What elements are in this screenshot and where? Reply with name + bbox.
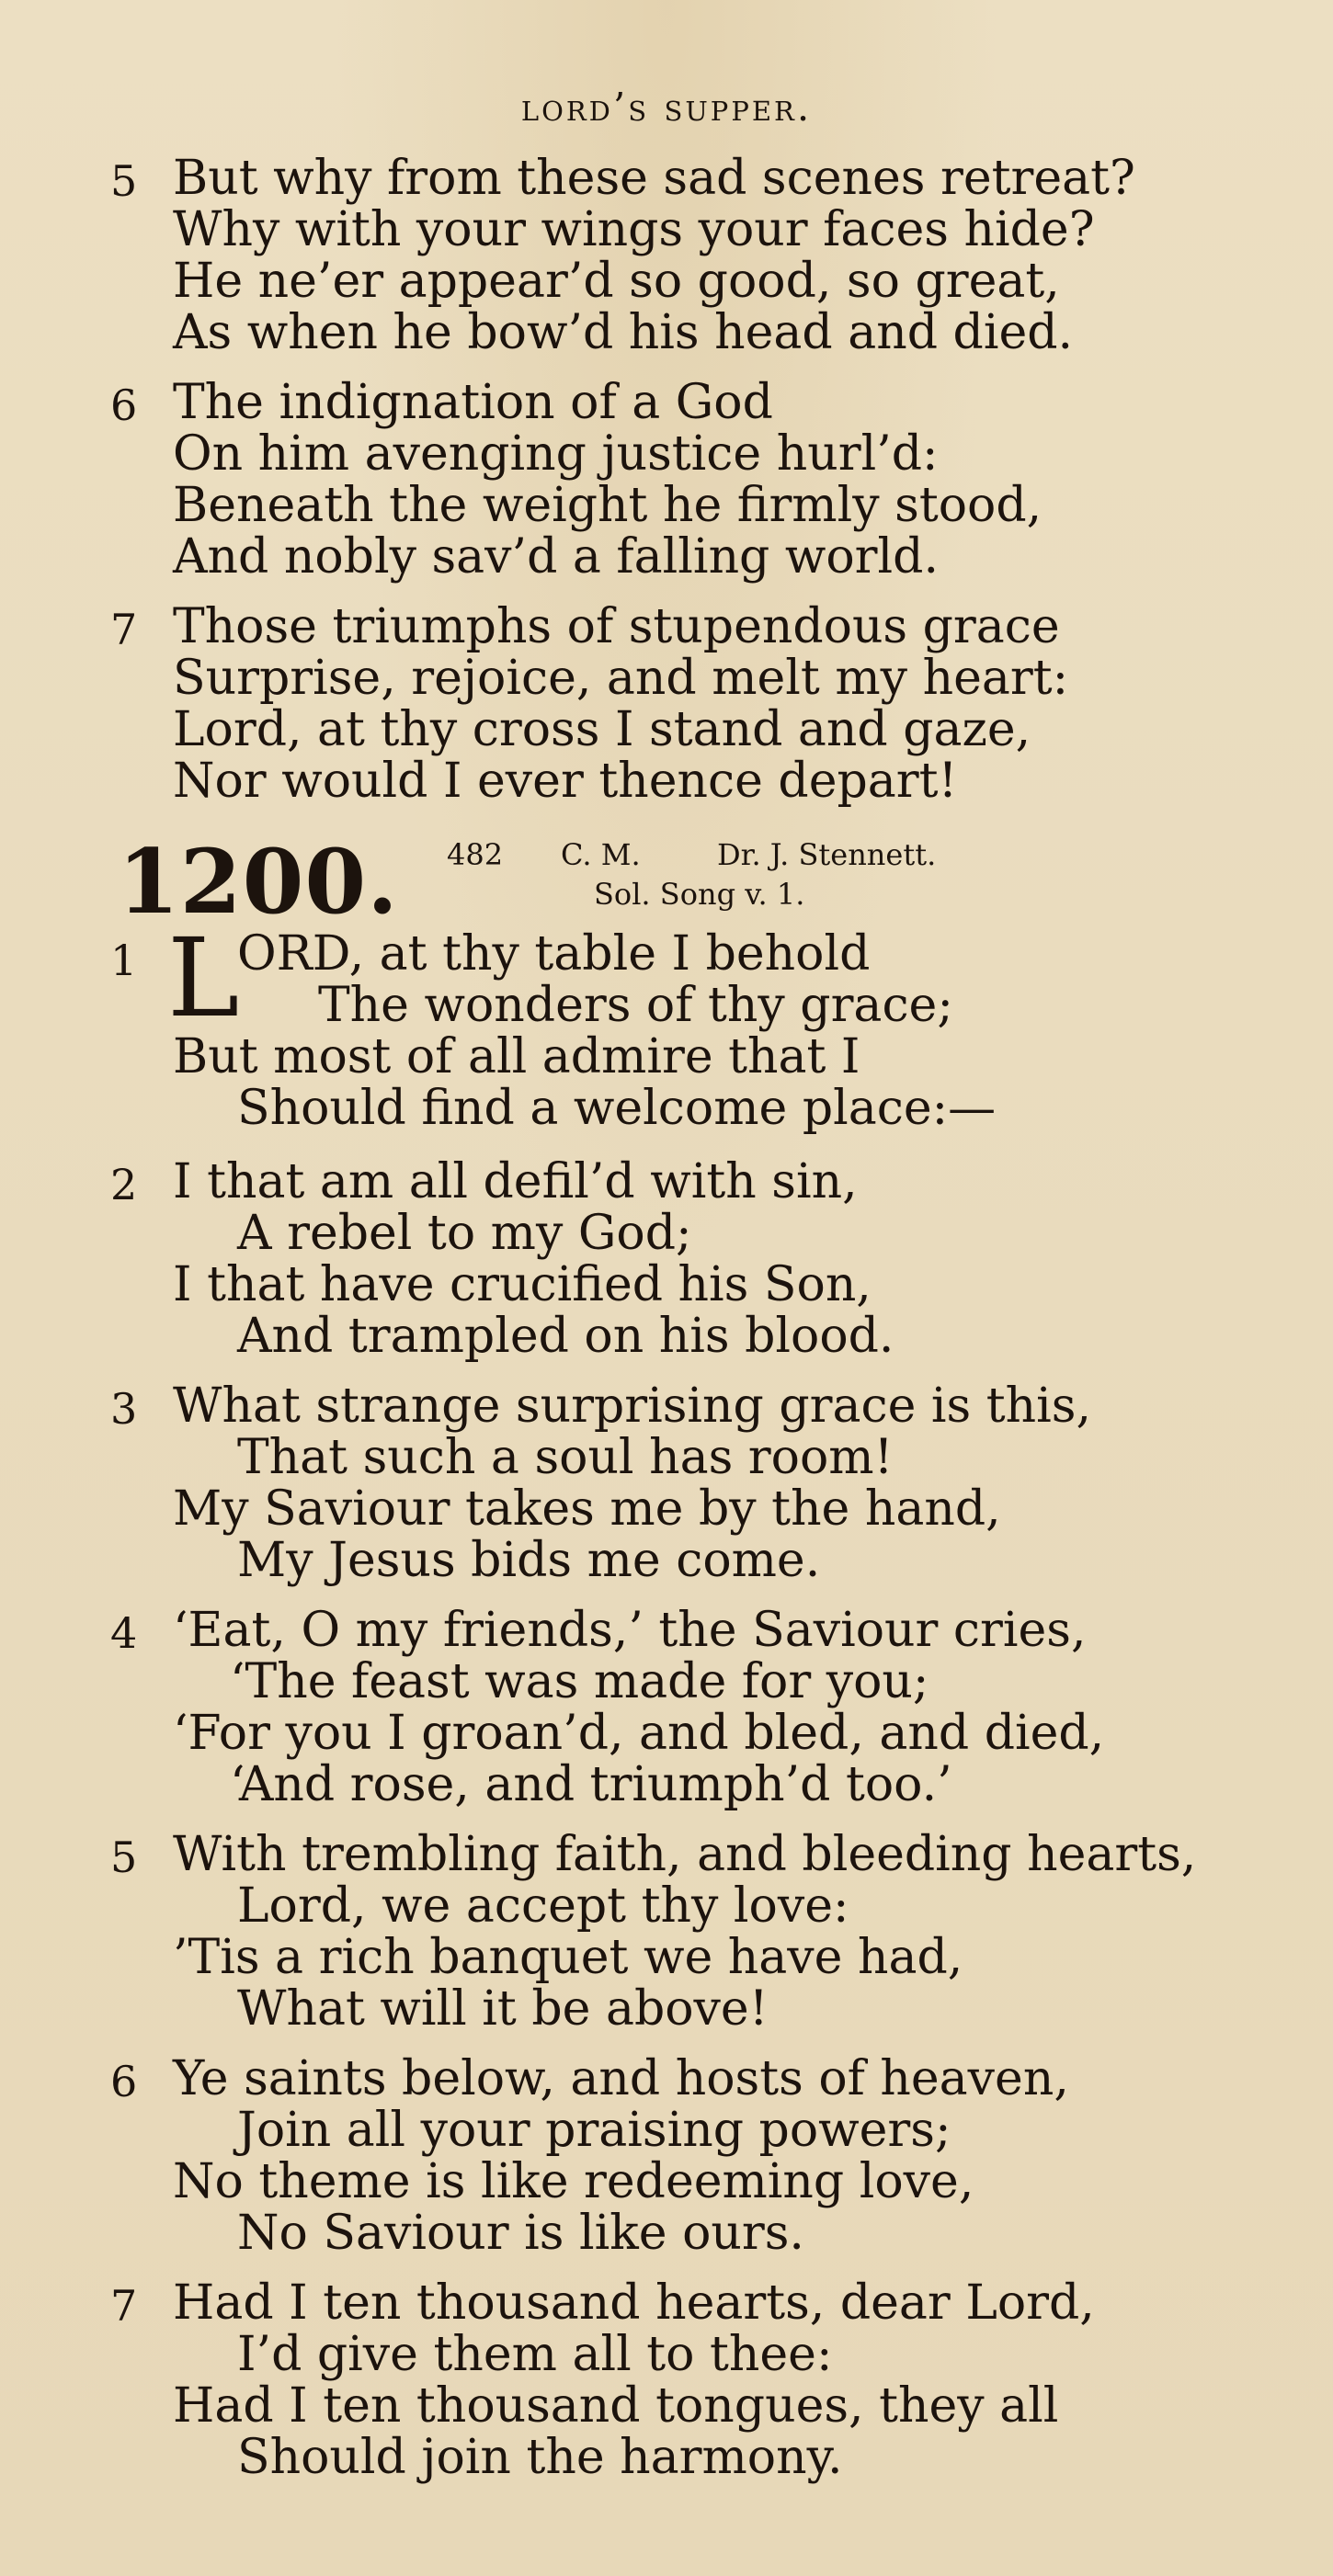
verse-line: On him avenging justice hurl’d:	[173, 426, 939, 482]
verse-line: Should join the harmony.	[237, 2430, 843, 2485]
stanza-number: 7	[110, 605, 138, 654]
stanza-number: 6	[110, 2057, 138, 2106]
verse-line: And trampled on his blood.	[237, 1309, 894, 1364]
verse-line: I’d give them all to thee:	[237, 2327, 833, 2382]
verse-line: Had I ten thousand tongues, they all	[173, 2378, 1059, 2434]
stanza-number: 5	[110, 1833, 138, 1882]
verse-line: My Saviour takes me by the hand,	[173, 1481, 1001, 1537]
stanza-number: 4	[110, 1608, 138, 1658]
verse-line: But most of all admire that I	[173, 1029, 860, 1084]
hymn-ref-number: 482	[447, 837, 504, 872]
verse-line: And nobly sav’d a falling world.	[173, 529, 939, 584]
hymn-scripture: Sol. Song v. 1.	[594, 877, 805, 912]
verse-line: Lord, at thy cross I stand and gaze,	[173, 702, 1031, 757]
verse-line: Lord, we accept thy love:	[237, 1878, 849, 1934]
verse-line: My Jesus bids me come.	[237, 1533, 821, 1588]
verse-line: ‘The feast was made for you;	[230, 1654, 929, 1709]
verse-line: Should find a welcome place:—	[237, 1081, 997, 1136]
running-head: lord’s supper.	[520, 85, 813, 130]
verse-line: ‘Eat, O my friends,’ the Saviour cries,	[173, 1603, 1087, 1658]
verse-line: Join all your praising powers;	[237, 2103, 951, 2158]
verse-line: That such a soul has room!	[237, 1430, 894, 1485]
hymn-meter: C. M.	[561, 837, 641, 872]
verse-line: As when he bow’d his head and died.	[173, 305, 1074, 360]
verse-line: What strange surprising grace is this,	[173, 1379, 1091, 1434]
verse-line: Those triumphs of stupendous grace	[173, 599, 1060, 654]
verse-line: The wonders of thy grace;	[318, 978, 953, 1033]
verse-line: Surprise, rejoice, and melt my heart:	[173, 651, 1069, 706]
verse-line: ’Tis a rich banquet we have had,	[173, 1930, 963, 1985]
verse-line: Nor would I ever thence depart!	[173, 754, 958, 809]
stanza-number: 2	[110, 1160, 138, 1209]
verse-line: ORD, at thy table I behold	[237, 926, 871, 982]
verse-line: I that am all defil’d with sin,	[173, 1154, 858, 1209]
verse-line: What will it be above!	[237, 1981, 769, 2037]
verse-line: With trembling faith, and bleeding hearts,	[173, 1827, 1197, 1882]
verse-line: A rebel to my God;	[237, 1206, 692, 1261]
verse-line: Beneath the weight he firmly stood,	[173, 478, 1042, 533]
stanza-number: 5	[110, 156, 138, 206]
verse-line: I that have crucified his Son,	[173, 1257, 872, 1312]
verse-line: Why with your wings your faces hide?	[173, 202, 1095, 257]
stanza-number: 7	[110, 2281, 138, 2331]
verse-line: He ne’er appear’d so good, so great,	[173, 254, 1060, 309]
verse-line: But why from these sad scenes retreat?	[173, 151, 1135, 206]
verse-line: ‘For you I groan’d, and bled, and died,	[173, 1706, 1105, 1761]
verse-line: ‘And rose, and triumph’d too.’	[230, 1757, 952, 1812]
verse-line: Ye saints below, and hosts of heaven,	[173, 2051, 1069, 2106]
hymn-author: Dr. J. Stennett.	[717, 837, 937, 872]
verse-line: No Saviour is like ours.	[237, 2206, 804, 2261]
hymn-number: 1200.	[118, 830, 399, 934]
stanza-number: 1	[110, 936, 138, 985]
drop-cap: L	[167, 914, 240, 1041]
verse-line: Had I ten thousand hearts, dear Lord,	[173, 2275, 1095, 2331]
verse-line: The indignation of a God	[173, 375, 773, 430]
verse-line: No theme is like redeeming love,	[173, 2154, 974, 2209]
stanza-number: 3	[110, 1384, 138, 1434]
stanza-number: 6	[110, 380, 138, 430]
